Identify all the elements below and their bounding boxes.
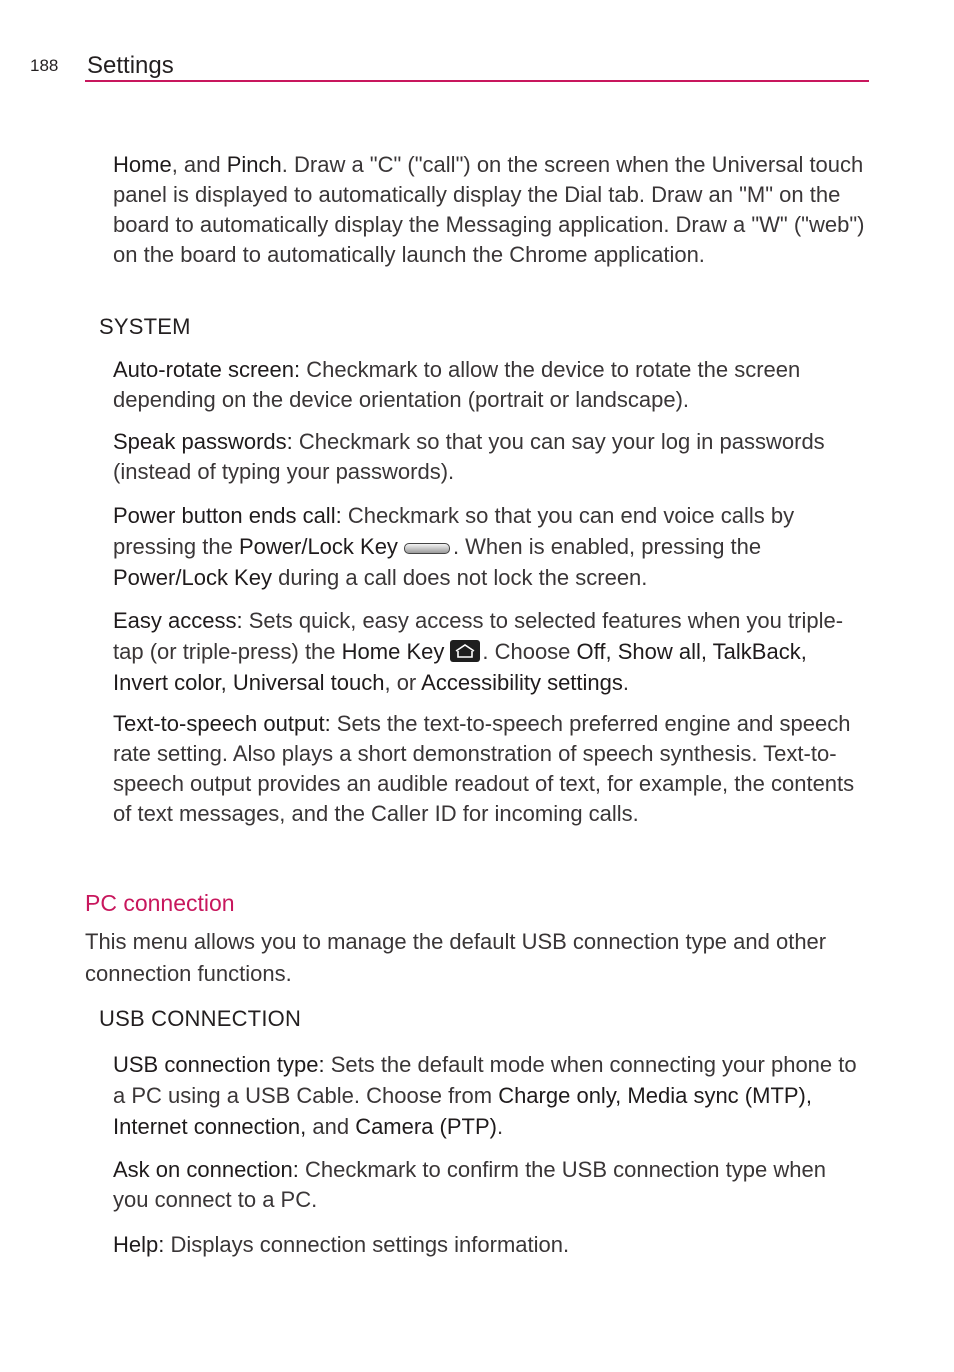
usb-type-paragraph bbox=[113, 1049, 865, 1142]
easy-access-paragraph bbox=[113, 605, 865, 698]
power-lock-key-icon bbox=[404, 543, 450, 554]
text-fragment: Checkmark so that you can end voice calls by pressing the bbox=[113, 503, 795, 559]
term-usb-type: USB connection type: bbox=[113, 1052, 325, 1077]
term-easy-access: Easy access: bbox=[113, 608, 243, 633]
term-ask-on-connection: Ask on connection: bbox=[113, 1157, 299, 1182]
term-tts: Text-to-speech output: bbox=[113, 711, 331, 736]
term-accessibility-settings: Accessibility settings bbox=[421, 670, 623, 695]
text-fragment: Sets the text-to-speech preferred engine and speech rate setting. Also plays a short demonstration of speech synthesis. Text-to-speech output provides an audible readout of text, for example, the contents of text messages, and the Caller ID for incoming calls. bbox=[113, 711, 855, 826]
text-fragment: during a call does not lock the screen. bbox=[271, 565, 648, 590]
term-power-button: Power button ends call: bbox=[113, 503, 342, 528]
text-fragment: Checkmark so that you can say your log in passwords (instead of typing your passwords). bbox=[113, 429, 825, 484]
text-fragment: . bbox=[496, 1114, 504, 1139]
text-fragment: Sets quick, easy access to selected features when you triple-tap (or triple-press) the bbox=[113, 608, 844, 664]
text-fragment: , or bbox=[384, 670, 422, 695]
term-home-key: Home Key bbox=[341, 639, 445, 664]
header-rule bbox=[85, 80, 869, 82]
term-home: Home bbox=[113, 152, 172, 177]
term-help: Help: bbox=[113, 1232, 165, 1257]
power-button-paragraph bbox=[113, 500, 865, 593]
term-speak-passwords: Speak passwords: bbox=[113, 429, 293, 454]
term-auto-rotate: Auto-rotate screen: bbox=[113, 357, 301, 382]
pc-connection-heading: PC connection bbox=[85, 890, 235, 916]
pc-connection-intro: This menu allows you to manage the default USB connection type and other connection functions. bbox=[85, 929, 827, 986]
system-heading: SYSTEM bbox=[99, 314, 191, 339]
auto-rotate-paragraph bbox=[113, 355, 865, 415]
text-fragment: . bbox=[622, 670, 630, 695]
term-usb-options: Charge only, Media sync (MTP), Internet connection, bbox=[113, 1083, 812, 1139]
tts-paragraph bbox=[113, 709, 865, 829]
text-fragment: . When is enabled, pressing the bbox=[452, 534, 762, 559]
text-fragment: Checkmark to allow the device to rotate the screen depending on the device orientation (portrait or landscape). bbox=[113, 357, 801, 412]
text-fragment: Displays connection settings information. bbox=[164, 1232, 570, 1257]
section-title: Settings bbox=[87, 52, 174, 79]
usb-connection-heading: USB CONNECTION bbox=[99, 1006, 302, 1031]
text-fragment: , and bbox=[171, 152, 227, 177]
term-pinch: Pinch bbox=[226, 152, 282, 177]
gesture-continued-paragraph bbox=[113, 150, 865, 270]
help-paragraph bbox=[113, 1230, 865, 1260]
home-key-icon bbox=[450, 640, 480, 662]
term-power-lock-key: Power/Lock Key bbox=[238, 534, 398, 559]
text-fragment: . Choose bbox=[482, 639, 577, 664]
text-fragment: Checkmark to confirm the USB connection type when you connect to a PC. bbox=[113, 1157, 826, 1212]
term-power-lock-key: Power/Lock Key bbox=[113, 565, 272, 590]
term-easy-access-options: Off, Show all, TalkBack, Invert color, Universal touch bbox=[113, 639, 807, 695]
text-fragment: and bbox=[306, 1114, 356, 1139]
speak-passwords-paragraph bbox=[113, 427, 865, 487]
term-camera-ptp: Camera (PTP) bbox=[355, 1114, 497, 1139]
ask-on-connection-paragraph bbox=[113, 1155, 865, 1215]
text-fragment: . Draw a "C" ("call") on the screen when the Universal touch panel is displayed to automatically display the Dial tab. Draw an "M" on the board to automatically display the Messaging application. Draw a "W" ("web") on the board to automatically launch the Chrome application. bbox=[113, 152, 865, 267]
page-number: 188 bbox=[30, 56, 59, 75]
text-fragment: Sets the default mode when connecting your phone to a PC using a USB Cable. Choose from bbox=[113, 1052, 857, 1108]
